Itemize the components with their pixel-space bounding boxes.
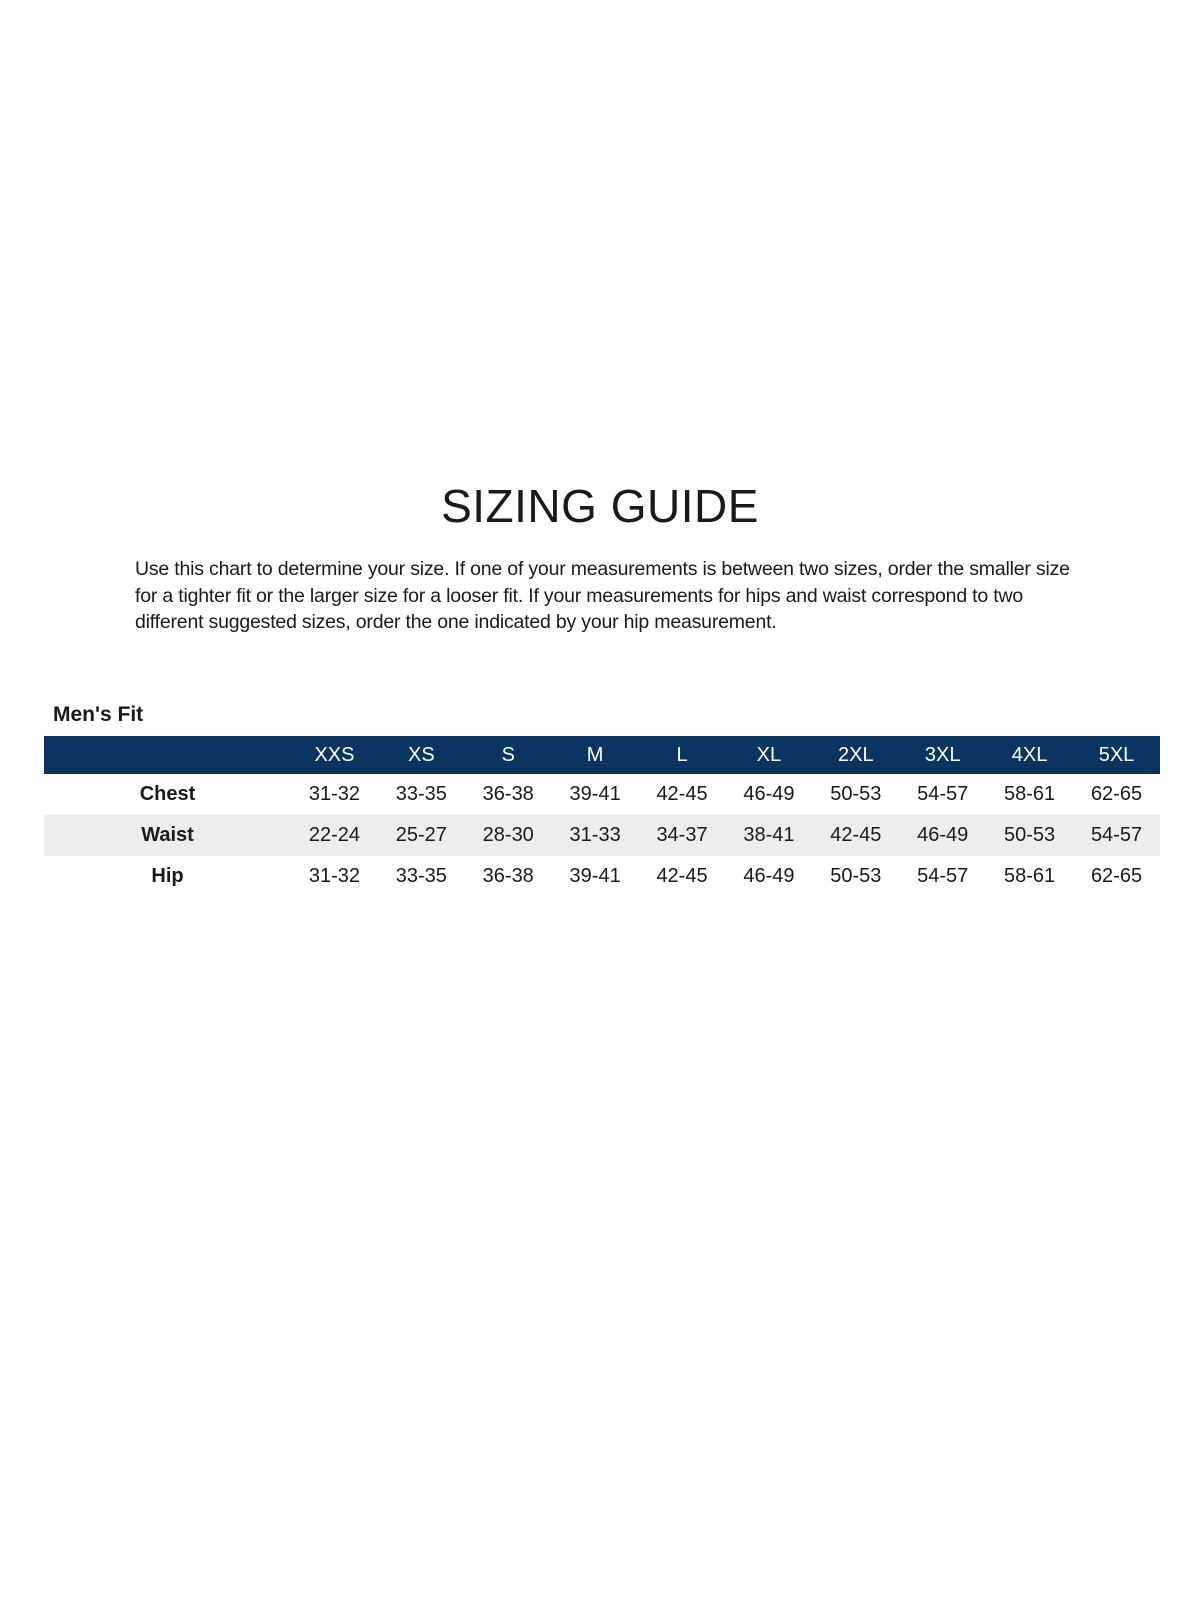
table-cell: 46-49 <box>743 865 795 887</box>
size-header-l: L <box>676 743 688 766</box>
row-label-waist: Waist <box>141 824 194 846</box>
table-cell: 38-41 <box>743 824 795 846</box>
size-header-5xl: 5XL <box>1098 743 1135 766</box>
table-cell: 36-38 <box>482 865 534 887</box>
row-label-chest: Chest <box>139 783 196 805</box>
table-cell: 62-65 <box>1090 783 1143 805</box>
size-header-3xl: 3XL <box>924 743 961 766</box>
table-cell: 39-41 <box>569 865 621 887</box>
header-corner-cell <box>44 736 291 774</box>
table-cell: 25-27 <box>395 824 447 846</box>
size-header-4xl: 4XL <box>1011 743 1048 766</box>
size-header-xxs: XXS <box>314 743 355 766</box>
table-cell: 50-53 <box>830 865 882 887</box>
table-cell: 54-57 <box>917 783 969 805</box>
table-cell: 58-61 <box>1004 865 1056 887</box>
table-cell: 28-30 <box>482 824 534 846</box>
table-row-chest <box>44 774 1160 815</box>
row-label-hip: Hip <box>151 865 184 887</box>
table-row-waist <box>44 815 1160 856</box>
table-cell: 33-35 <box>395 865 447 887</box>
table-cell: 42-45 <box>656 783 708 805</box>
table-cell: 31-33 <box>569 824 621 846</box>
size-header-m: M <box>586 743 604 766</box>
table-cell: 31-32 <box>308 865 361 887</box>
table-cell: 50-53 <box>1004 824 1056 846</box>
table-cell: 50-53 <box>830 783 882 805</box>
table-cell: 39-41 <box>569 783 621 805</box>
table-cell: 58-61 <box>1004 783 1056 805</box>
table-cell: 54-57 <box>917 865 969 887</box>
table-cell: 36-38 <box>482 783 534 805</box>
size-header-2xl: 2XL <box>838 743 874 766</box>
table-cell: 34-37 <box>656 824 708 846</box>
table-cell: 33-35 <box>395 783 447 805</box>
table-cell: 31-32 <box>308 783 361 805</box>
size-header-xs: XS <box>408 743 435 766</box>
size-header-row <box>44 736 1160 774</box>
size-chart-table <box>44 736 1160 897</box>
table-cell: 62-65 <box>1090 865 1143 887</box>
table-cell: 46-49 <box>743 783 795 805</box>
size-header-xl: XL <box>756 743 782 766</box>
table-cell: 22-24 <box>308 824 361 846</box>
section-label-mens-fit: Men's Fit <box>53 703 144 726</box>
page-title: SIZING GUIDE <box>441 480 759 532</box>
size-header-s: S <box>501 743 515 766</box>
intro-paragraph: Use this chart to determine your size. If one of your measurements is between two sizes, order the smaller size for a tighter fit or the larger size for a looser fit. If your measurements for hips and waist correspond to two different suggested sizes, order the one indicated by your hip measurement. <box>135 558 1070 633</box>
table-cell: 42-45 <box>656 865 708 887</box>
table-row-hip <box>44 856 1160 897</box>
table-cell: 46-49 <box>917 824 969 846</box>
table-cell: 54-57 <box>1090 824 1143 846</box>
table-cell: 42-45 <box>830 824 882 846</box>
